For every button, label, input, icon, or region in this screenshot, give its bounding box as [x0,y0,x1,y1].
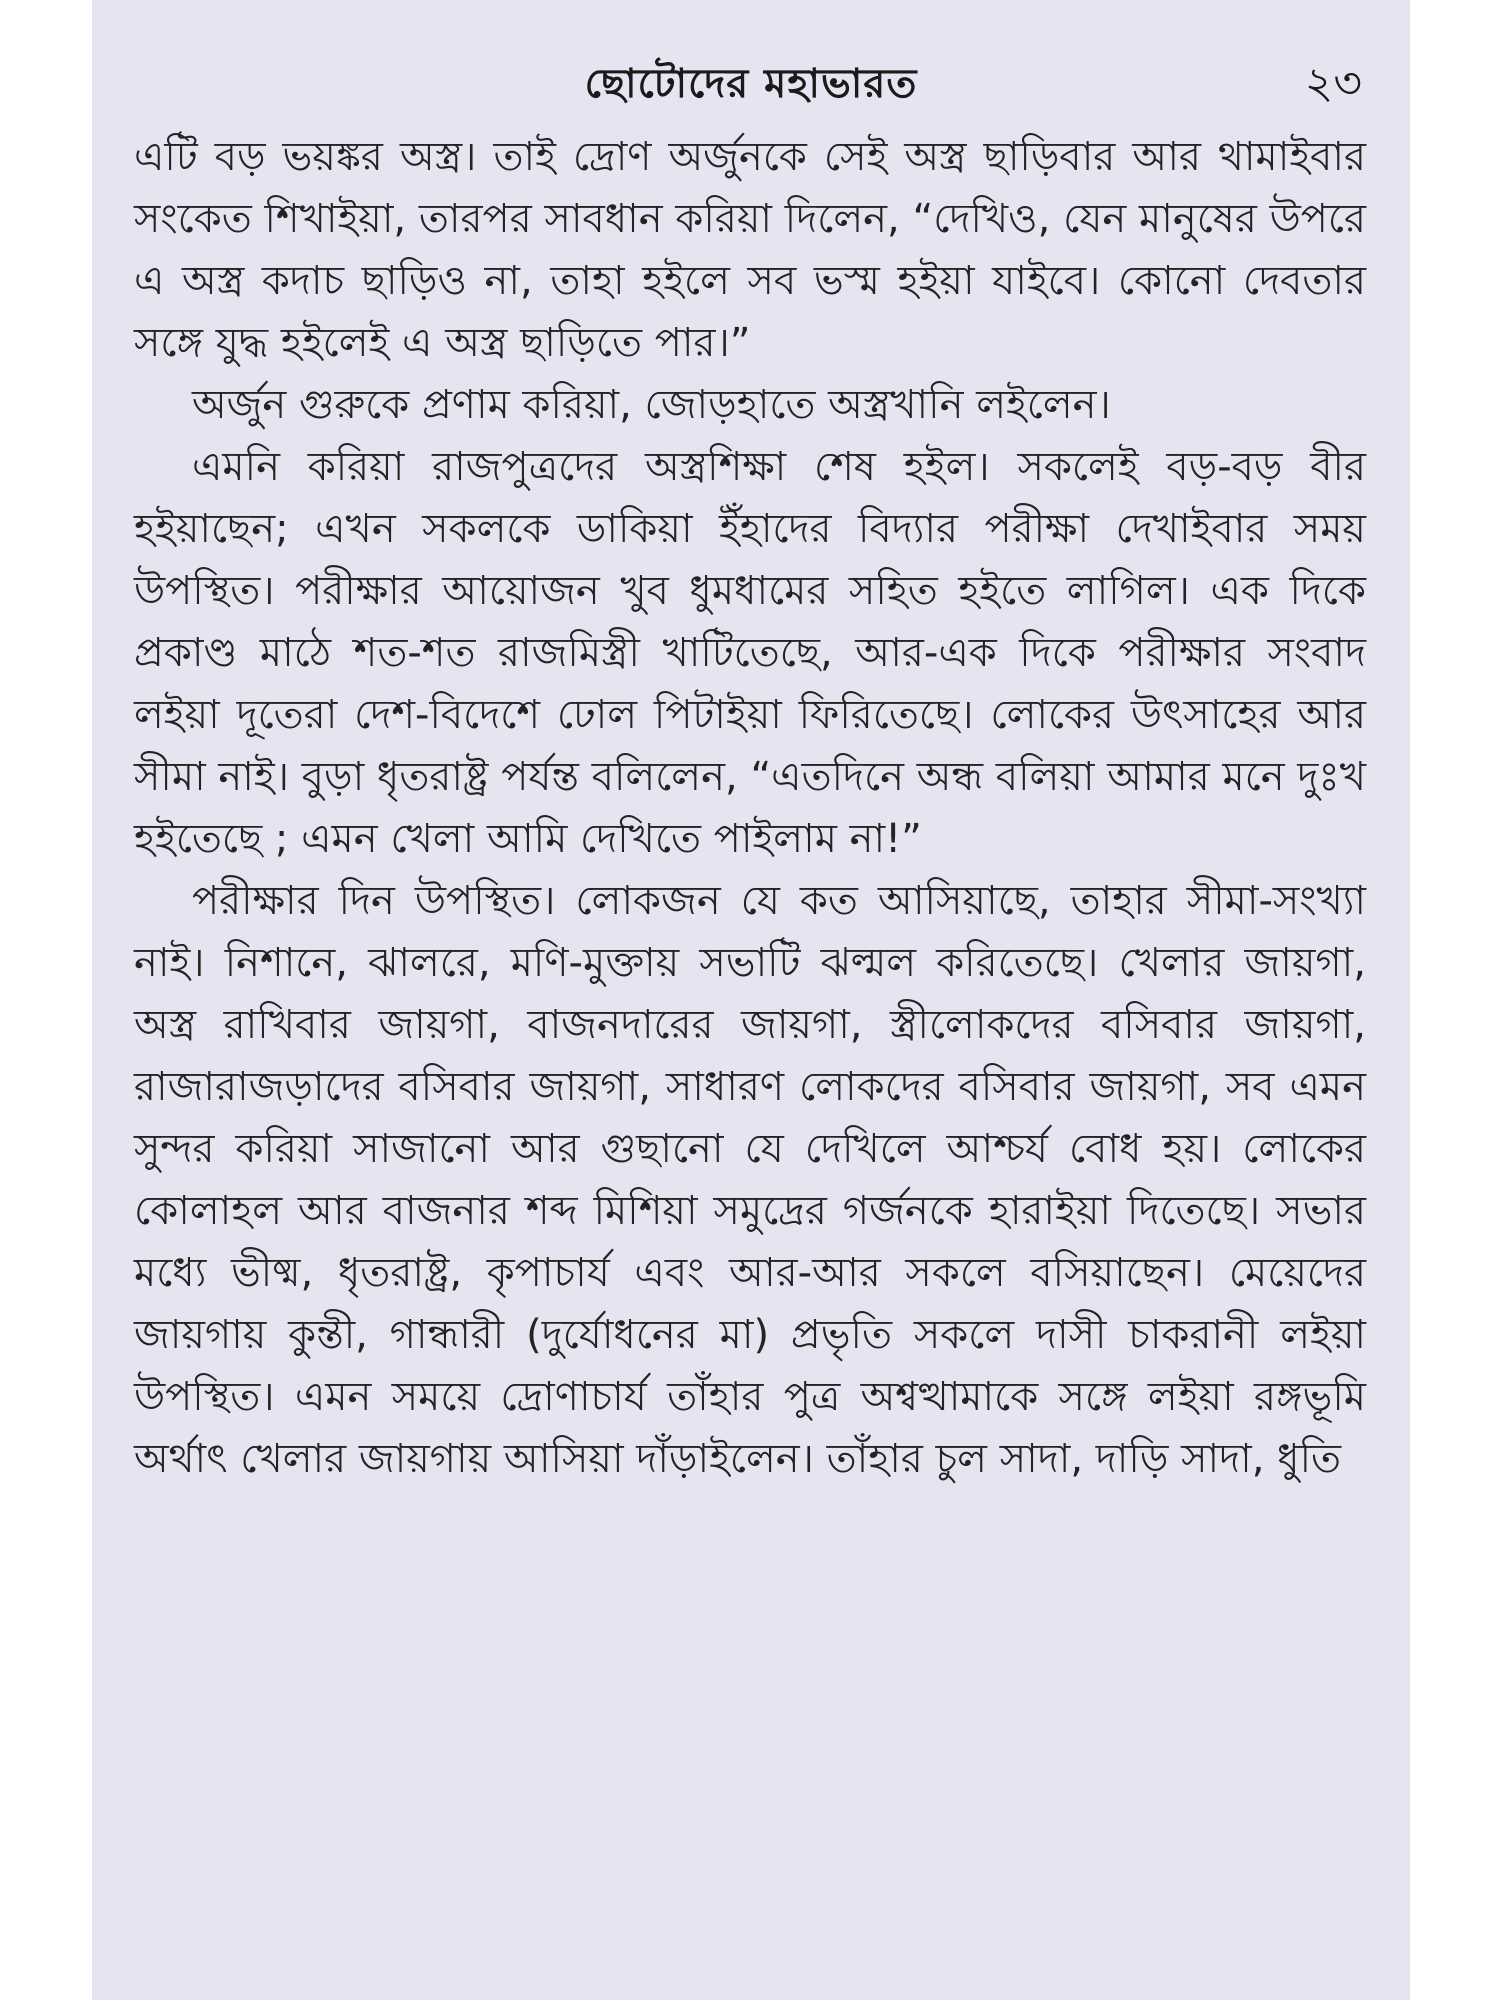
page-number: ২৩ [1304,58,1362,109]
paragraph: এমনি করিয়া রাজপুত্রদের অস্ত্রশিক্ষা শেষ হইল। সকলেই বড়-বড় বীর হইয়াছেন; এখন সকলকে ডাকিয়া ইঁহাদের বিদ্যার পরীক্ষা দেখাইবার সময় উপস্থিত। পরীক্ষার আয়োজন খুব ধুমধামের সহিত হইতে লাগিল। এক দিকে প্রকাণ্ড মাঠে শত-শত রাজমিস্ত্রী খাটিতেছে, আর-এক দিকে পরীক্ষার সংবাদ লইয়া দূতেরা দেশ-বিদেশে ঢোল পিটাইয়া ফিরিতেছে। লোকের উৎসাহের আর সীমা নাই। বুড়া ধৃতরাষ্ট্র পর্যন্ত বলিলেন, “এতদিনে অন্ধ বলিয়া আমার মনে দুঃখ হইতেছে ; এমন খেলা আমি দেখিতে পাইলাম না!” [134,444,1366,862]
paragraph: পরীক্ষার দিন উপস্থিত। লোকজন যে কত আসিয়াছে, তাহার সীমা-সংখ্যা নাই। নিশানে, ঝালরে, মণি-মুক্তায় সভাটি ঝল্মল করিতেছে। খেলার জায়গা, অস্ত্র রাখিবার জায়গা, বাজনদারের জায়গা, স্ত্রীলোকদের বসিবার জায়গা, রাজারাজড়াদের বসিবার জায়গা, সাধারণ লোকদের বসিবার জায়গা, সব এমন সুন্দর করিয়া সাজানো আর গুছানো যে দেখিলে আশ্চর্য বোধ হয়। লোকের কোলাহল আর বাজনার শব্দ মিশিয়া সমুদ্রের গর্জনকে হারাইয়া দিতেছে। সভার মধ্যে ভীষ্ম, ধৃতরাষ্ট্র, কৃপাচার্য এবং আর-আর সকলে বসিয়াছেন। মেয়েদের জায়গায় কুন্তী, গান্ধারী (দুর্যোধনের মা) প্রভৃতি সকলে দাসী চাকরানী লইয়া উপস্থিত। এমন সময়ে দ্রোণাচার্য তাঁহার পুত্র অশ্বত্থামাকে সঙ্গে লইয়া রঙ্গভূমি অর্থাৎ খেলার জায়গায় আসিয়া দাঁড়াইলেন। তাঁহার চুল সাদা, দাড়ি সাদা, ধুতি [134,878,1366,1482]
paragraph: এটি বড় ভয়ঙ্কর অস্ত্র। তাই দ্রোণ অর্জুনকে সেই অস্ত্র ছাড়িবার আর থামাইবার সংকেত শিখাইয়া, তারপর সাবধান করিয়া দিলেন, “দেখিও, যেন মানুষের উপরে এ অস্ত্র কদাচ ছাড়িও না, তাহা হইলে সব ভস্ম হইয়া যাইবে। কোনো দেবতার সঙ্গে যুদ্ধ হইলেই এ অস্ত্র ছাড়িতে পার।” [134,134,1366,366]
book-page [92,0,1410,2000]
running-title: ছোটোদের মহাভারত [584,60,918,107]
body-text [134,126,1366,1490]
paragraph: অর্জুন গুরুকে প্রণাম করিয়া, জোড়হাতে অস্ত্রখানি লইলেন। [192,382,1111,428]
page-header [92,44,1410,114]
